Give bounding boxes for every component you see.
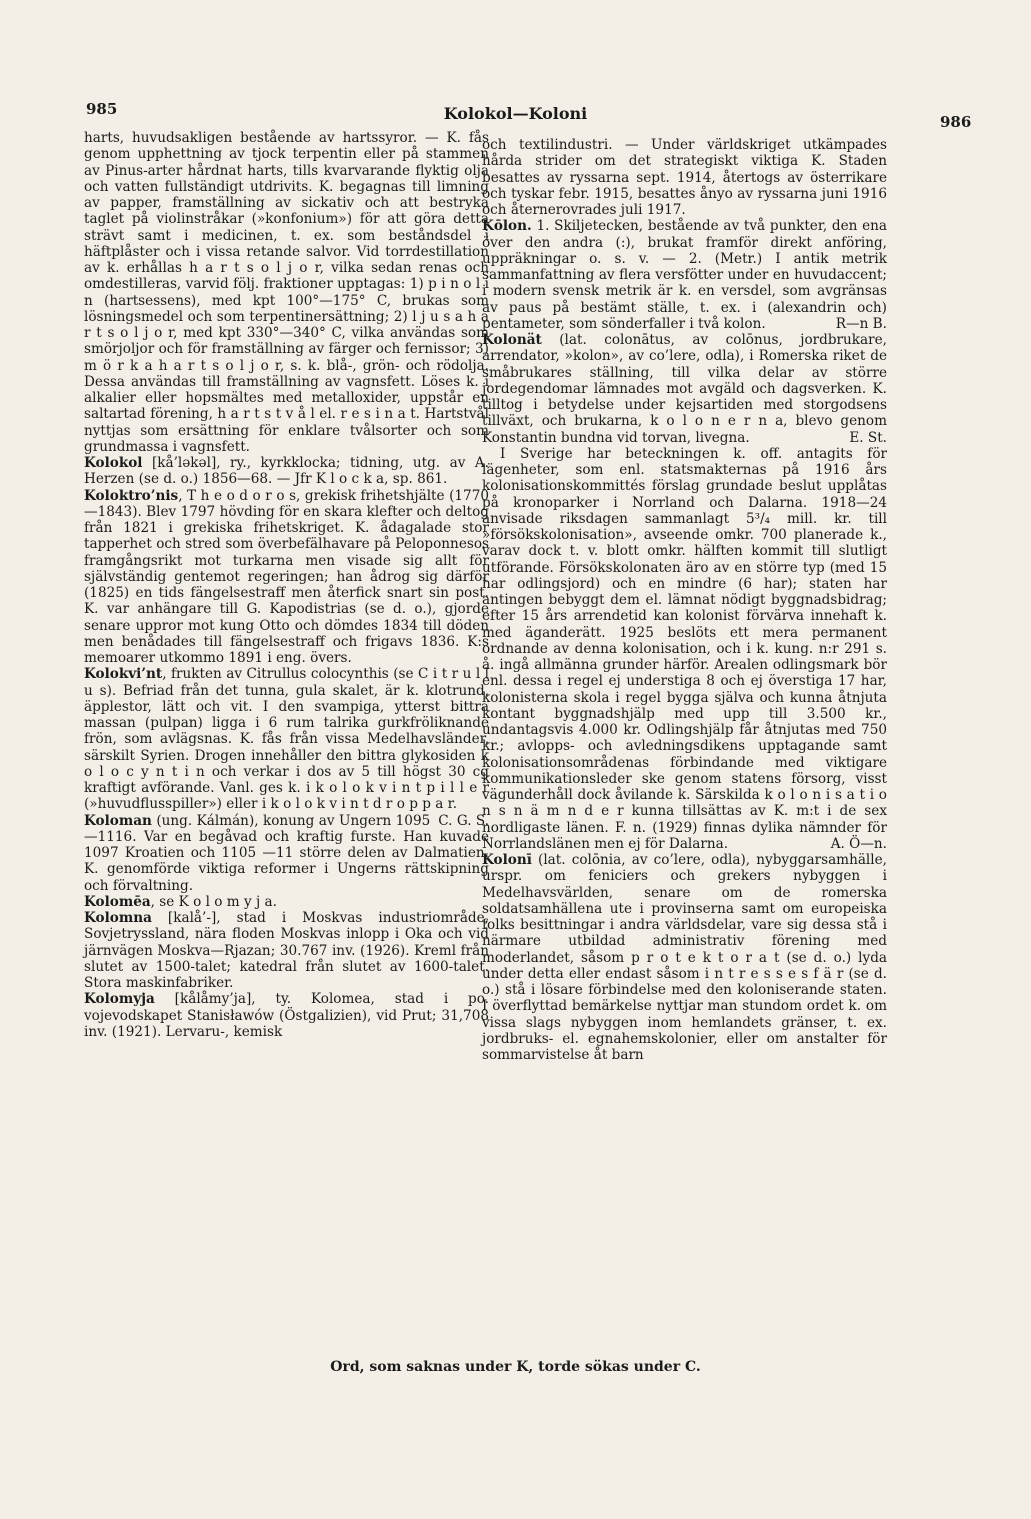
- dictionary-entry: [84, 813, 489, 894]
- entry-headword: Koloktro’nis: [84, 487, 179, 504]
- entry-signature: C. G. S.: [438, 812, 489, 829]
- entry-headword: Kolomēa: [84, 893, 151, 910]
- dictionary-entry: [84, 910, 489, 991]
- entry-text: 1. Skiljetecken, bestående av två punkter, den ena över den andra (:), brukat framför direkt anföring, uppräkningar o. s. v. — 2. (Metr.) I antik metrik sammanfattning av flera versfötter under en huvudaccent; i modern svensk metrik är k. en versdel, som avgränsas av paus på bestämt ställe, t. ex. i (alexandrin och) pentameter, som sönderfaller i två kolon.: [482, 218, 887, 332]
- entry-signature: R—n B.: [835, 315, 887, 332]
- page-number-left: 985: [86, 100, 118, 118]
- left-column: [84, 130, 489, 1040]
- page-number-right: 986: [940, 113, 972, 131]
- dictionary-entry: [482, 446, 887, 852]
- dictionary-entry: [482, 852, 887, 1063]
- entry-text: (lat. colonātus, av colōnus, jordbrukare, arrendator, »kolon», av co’lere, odla), i Romerska riket de småbrukares ställning, till vilka delar av större jordegendomar lämnades mot avgäld och dagsverken. K. tilltog i betydelse under kejsartiden med storgodsens tillväxt, och brukarna, k o l o n e r n a, blevo genom Konstantin bundna vid torvan, livegna.: [482, 332, 887, 446]
- entry-text: harts, huvudsakligen bestående av hartssyror. — K. fås genom upphettning av tjock terpentin eller på stammen av Pinus-arter hårdnat harts, tills kvarvarande flyktig olja och vatten fullständigt utdrivits. K. begagnas till limning av papper, framställning av sickativ och att bestryka taglet på violinstråkar (»konfonium») för att göra detta strävt samt i medicinen, t. ex. som beståndsdel i häftplåster och i vissa retande salvor. Vid torrdestillation av k. erhållas h a r t s o l j o r, vilka sedan renas och omdestilleras, varvid följ. fraktioner upptagas: 1) p i n o l i n (hartsessens), med kpt 100°—175° C, brukas som lösningsmedel och som terpentinersättning; 2) l j u s a h a r t s o l j o r, med kpt 330°—340° C, vilka användas som smörjoljor och för framställning av färger och fernissor; 3) m ö r k a h a r t s o l j o r, s. k. blå-, grön- och rödolja. Dessa användas till framställning av vagnsfett. Löses k. i alkalier eller hopsmältes med metalloxider, uppstår en saltartad förening, h a r t s t v å l el. r e s i n a t. Hartstvål nyttjas som ersättning för enklare tvålsorter och som grundmassa i vagnsfett.: [84, 130, 489, 455]
- entry-text: , T h e o d o r o s, grekisk frihetshjälte (1770—1843). Blev 1797 hövding för en skara klefter och deltog från 1821 i grekiska frihetskriget. K. ådagalade stor tapperhet och stred som överbefälhavare på Peloponnesos framgångsrikt mot turkarna men visade sig allt för självständig gentemot regeringen; han ådrog sig därför (1825) en tids fängelsestraff men återfick snart sin post. K. var anhängare till G. Kapodistrias (se d. o.), gjorde senare uppror mot kung Otto och dömdes 1834 till döden men benådades till fängelsestraff och frigavs 1836. K:s memoarer utkommo 1891 i eng. övers.: [84, 487, 489, 666]
- dictionary-entry: [84, 130, 489, 455]
- entry-headword: Kolonī: [482, 852, 532, 868]
- entry-headword: Kolonät: [482, 332, 542, 348]
- entry-text: och textilindustri. — Under världskriget utkämpades hårda strider om det strategiskt viktiga K. Staden besattes av ryssarna sept. 1914, återtogs av österrikare och tyskar febr. 1915, besattes ånyo av ryssarna juni 1916 och åternerovrades juli 1917.: [482, 137, 887, 218]
- entry-text: , se K o l o m y j a.: [150, 893, 277, 910]
- dictionary-entry: [482, 137, 887, 218]
- dictionary-entry: [84, 894, 489, 910]
- entry-text: (ung. Kálmán), konung av Ungern 1095—1116. Var en begåvad och kraftig furste. Han kuvade 1097 Kroatien och 1105 —11 större delen av Dalmatien. K. genomförde viktiga reformer i Ungerns rättskipning och förvaltning.: [84, 812, 489, 894]
- dictionary-entry: [84, 991, 489, 1040]
- entry-headword: Kolokvi’nt: [84, 666, 163, 683]
- dictionary-entry: [482, 332, 887, 446]
- entry-text: I Sverige har beteckningen k. off. antagits för lägenheter, som enl. statsmakternas på 1916 års kolonisationskommittés förslag grundade beslut upplåtas på kronoparker i Norrland och Dalarna. 1918—24 anvisade riksdagen sammanlagt 5³/₄ mill. kr. till »försökskolonisation», avseende omkr. 700 planerade k., varav dock t. v. blott omkr. hälften kommit till slutligt utförande. Försökskolonaten äro av en större typ (med 15 har odlingsjord) och en mindre (6 har); staten har antingen bebyggt dem el. lämnat nödigt byggnadsbidrag; efter 15 års arrendetid kan kolonist förvärva innehaft k. med äganderätt. 1925 beslöts ett mera permanent ordnande av denna kolonisation, och i k. kung. n:r 291 s. å. ingå allmänna grunder härför. Arealen odlingsmark bör enl. dessa i regel ej understiga 8 och ej överstiga 17 har, kolonisterna skola i regel bygga själva och kunna åtnjuta kontant byggnadshjälp med upp till 3.500 kr., undantagsvis 4.000 kr. Odlingshjälp får åtnjutas med 750 kr.; avlopps- och avledningsdikens upptagande samt kolonisationsområdenas förbindande med viktigare kommunikationsleder ske genom statens försorg, visst vägunderhåll dock åvilande k. Särskilda k o l o n i s a t i o n s n ä m n d e r kunna tillsättas av K. m:t i de sex nordligaste länen. F. n. (1929) finnas dylika nämnder för Norrlandslänen men ej för Dalarna.: [482, 445, 887, 852]
- right-column: [482, 137, 887, 1063]
- entry-text: (lat. colōnia, av co’lere, odla), nybyggarsamhälle, urspr. om feniciers och grekers nybyggen i Medelhavsvärlden, senare om de romerska soldatsamhällena ute i provinserna samt om europeiska folks besittningar i andra världsdelar, vare sig dessa stå i närmare utbildad administrativ förening med moderlandet, såsom p r o t e k t o r a t (se d. o.) lyda under detta eller endast såsom i n t r e s s e s f ä r (se d. o.) stå i lösare förbindelse med den koloniserande staten. I överflyttad bemärkelse nyttjar man stundom ordet k. om vissa slags nybyggen inom hemlandets gränser, t. ex. jordbruks- el. egnahemskolonier, eller om anstalter för sommarvistelse åt barn: [482, 852, 887, 1063]
- entry-text: , frukten av Citrullus colocynthis (se C i t r u l l u s). Befriad från det tunna, gula skalet, är k. klotrund, äpplestor, lätt och vit. I den svampiga, ytterst bittra massan (pulpan) ligga i 6 rum talrika gurkfröliknande frön, som avlägsnas. K. fås från vissa Medelhavsländer, särskilt Syrien. Drogen innehåller den bittra glykosiden k o l o c y n t i n och verkar i dos av 5 till högst 30 cg kraftigt avförande. Vanl. ges k. i k o l o k v i n t p i l l e r (»huvudflusspiller») eller i k o l o k v i n t d r o p p a r.: [84, 666, 489, 813]
- entry-text: [kålåmy’ja], ty. Kolomea, stad i po. vojevodskapet Stanisławów (Östgalizien), vid Prut; 31,708 inv. (1921). Lervaru-, kemisk: [84, 991, 489, 1040]
- entry-signature: E. St.: [849, 429, 887, 446]
- dictionary-entry: [482, 218, 887, 332]
- entry-headword: Kolomyja: [84, 991, 155, 1008]
- entry-text: [kalå’-], stad i Moskvas industriområde, Sovjetryssland, nära floden Moskvas inlopp i Oka och vid järnvägen Moskva—Rjazan; 30.767 inv. (1926). Kreml från slutet av 1500-talet; katedral från slutet av 1600-talet. Stora maskinfabriker.: [84, 910, 489, 991]
- entry-headword: Koloman: [84, 812, 152, 829]
- entry-headword: Kōlon.: [482, 218, 532, 235]
- entry-text: [kå’ləkəl], ry., kyrkklocka; tidning, utg. av A. Herzen (se d. o.) 1856—68. — Jfr K l o c k a, sp. 861.: [84, 455, 489, 488]
- dictionary-entry: [84, 488, 489, 667]
- entry-headword: Kolokol: [84, 455, 143, 471]
- dictionary-entry: [84, 455, 489, 488]
- entry-signature: A. Ö—n.: [830, 835, 887, 852]
- footer-note: Ord, som saknas under K, torde sökas under C.: [330, 1359, 701, 1375]
- running-head: Kolokol—Koloni: [443, 104, 588, 123]
- entry-headword: Kolomna: [84, 910, 152, 926]
